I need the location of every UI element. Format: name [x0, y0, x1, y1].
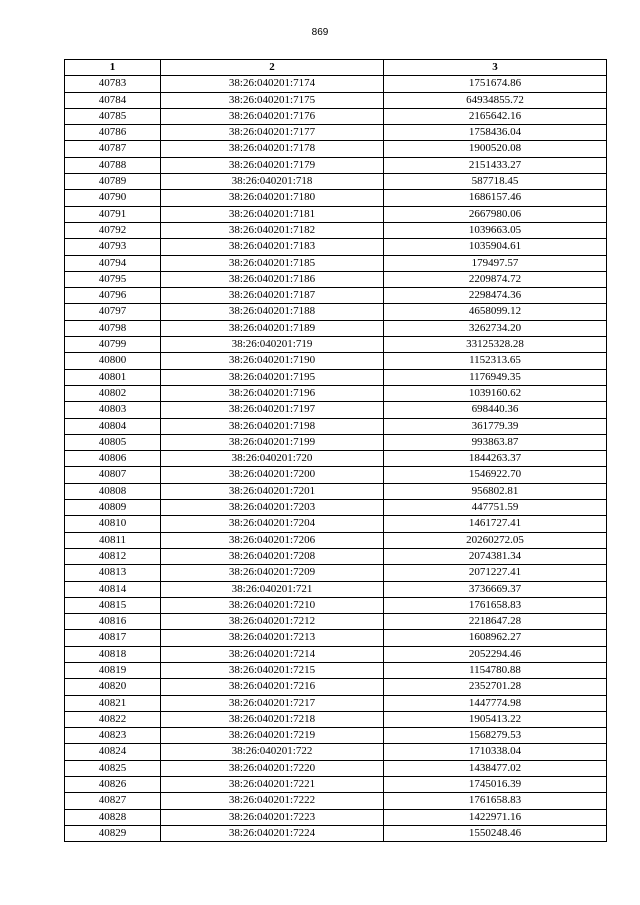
- value-cell: 2071227.41: [384, 565, 607, 581]
- table-row: [65, 174, 607, 190]
- table-row: [65, 679, 607, 695]
- table-row: [65, 483, 607, 499]
- cadastral-number-cell: 38:26:040201:7206: [161, 532, 384, 548]
- row-number-cell: 40815: [65, 597, 161, 613]
- cadastral-number-cell: 38:26:040201:7181: [161, 206, 384, 222]
- row-number-cell: 40792: [65, 222, 161, 238]
- table-row: [65, 548, 607, 564]
- cadastral-number-cell: 38:26:040201:7198: [161, 418, 384, 434]
- cadastral-number-cell: 38:26:040201:7179: [161, 157, 384, 173]
- table-row: [65, 190, 607, 206]
- table-row: [65, 418, 607, 434]
- table-row: [65, 76, 607, 92]
- row-number-cell: 40789: [65, 174, 161, 190]
- table-row: [65, 614, 607, 630]
- cadastral-number-cell: 38:26:040201:7204: [161, 516, 384, 532]
- cadastral-number-cell: 38:26:040201:7190: [161, 353, 384, 369]
- row-number-cell: 40828: [65, 809, 161, 825]
- row-number-cell: 40796: [65, 288, 161, 304]
- value-cell: 1710338.04: [384, 744, 607, 760]
- value-cell: 1422971.16: [384, 809, 607, 825]
- row-number-cell: 40826: [65, 777, 161, 793]
- table-row: [65, 467, 607, 483]
- row-number-cell: 40808: [65, 483, 161, 499]
- value-cell: 993863.87: [384, 434, 607, 450]
- table-row: [65, 630, 607, 646]
- row-number-cell: 40801: [65, 369, 161, 385]
- value-cell: 1176949.35: [384, 369, 607, 385]
- row-number-cell: 40810: [65, 516, 161, 532]
- table-row: [65, 760, 607, 776]
- table-header-row: [65, 60, 607, 76]
- value-cell: 1438477.02: [384, 760, 607, 776]
- table-row: [65, 353, 607, 369]
- cadastral-number-cell: 38:26:040201:7208: [161, 548, 384, 564]
- cadastral-number-cell: 38:26:040201:7218: [161, 711, 384, 727]
- cadastral-number-cell: 38:26:040201:7182: [161, 222, 384, 238]
- cadastral-number-cell: 38:26:040201:7212: [161, 614, 384, 630]
- table-row: [65, 402, 607, 418]
- value-cell: 3736669.37: [384, 581, 607, 597]
- value-cell: 1900520.08: [384, 141, 607, 157]
- row-number-cell: 40816: [65, 614, 161, 630]
- column-header-2: 2: [161, 60, 384, 76]
- cadastral-number-cell: 38:26:040201:7186: [161, 271, 384, 287]
- value-cell: 2052294.46: [384, 646, 607, 662]
- table-row: [65, 337, 607, 353]
- value-cell: 956802.81: [384, 483, 607, 499]
- table-row: [65, 369, 607, 385]
- value-cell: 1039663.05: [384, 222, 607, 238]
- cadastral-number-cell: 38:26:040201:7223: [161, 809, 384, 825]
- cadastral-number-cell: 38:26:040201:7200: [161, 467, 384, 483]
- cadastral-number-cell: 38:26:040201:7221: [161, 777, 384, 793]
- row-number-cell: 40805: [65, 434, 161, 450]
- value-cell: 1761658.83: [384, 793, 607, 809]
- value-cell: 1550248.46: [384, 825, 607, 841]
- row-number-cell: 40802: [65, 385, 161, 401]
- table-body: [65, 76, 607, 842]
- cadastral-number-cell: 38:26:040201:7189: [161, 320, 384, 336]
- row-number-cell: 40785: [65, 108, 161, 124]
- table-row: [65, 385, 607, 401]
- row-number-cell: 40803: [65, 402, 161, 418]
- value-cell: 447751.59: [384, 500, 607, 516]
- row-number-cell: 40786: [65, 125, 161, 141]
- row-number-cell: 40787: [65, 141, 161, 157]
- table-row: [65, 304, 607, 320]
- cadastral-number-cell: 38:26:040201:7176: [161, 108, 384, 124]
- value-cell: 179497.57: [384, 255, 607, 271]
- table-row: [65, 206, 607, 222]
- value-cell: 1447774.98: [384, 695, 607, 711]
- row-number-cell: 40800: [65, 353, 161, 369]
- cadastral-number-cell: 38:26:040201:7224: [161, 825, 384, 841]
- table-row: [65, 239, 607, 255]
- table-row: [65, 451, 607, 467]
- table-row: [65, 108, 607, 124]
- value-cell: 2352701.28: [384, 679, 607, 695]
- cadastral-number-cell: 38:26:040201:7183: [161, 239, 384, 255]
- row-number-cell: 40818: [65, 646, 161, 662]
- data-table: [64, 59, 607, 842]
- cadastral-number-cell: 38:26:040201:7187: [161, 288, 384, 304]
- cadastral-number-cell: 38:26:040201:7222: [161, 793, 384, 809]
- value-cell: 1461727.41: [384, 516, 607, 532]
- row-number-cell: 40807: [65, 467, 161, 483]
- row-number-cell: 40799: [65, 337, 161, 353]
- cadastral-number-cell: 38:26:040201:7214: [161, 646, 384, 662]
- table-row: [65, 777, 607, 793]
- cadastral-number-cell: 38:26:040201:7174: [161, 76, 384, 92]
- table-row: [65, 744, 607, 760]
- value-cell: 2165642.16: [384, 108, 607, 124]
- cadastral-number-cell: 38:26:040201:718: [161, 174, 384, 190]
- cadastral-number-cell: 38:26:040201:7217: [161, 695, 384, 711]
- table-row: [65, 597, 607, 613]
- table-row: [65, 565, 607, 581]
- cadastral-number-cell: 38:26:040201:7196: [161, 385, 384, 401]
- row-number-cell: 40827: [65, 793, 161, 809]
- table-row: [65, 532, 607, 548]
- table-row: [65, 157, 607, 173]
- cadastral-number-cell: 38:26:040201:7210: [161, 597, 384, 613]
- value-cell: 1761658.83: [384, 597, 607, 613]
- row-number-cell: 40783: [65, 76, 161, 92]
- cadastral-number-cell: 38:26:040201:7213: [161, 630, 384, 646]
- cadastral-number-cell: 38:26:040201:7197: [161, 402, 384, 418]
- row-number-cell: 40809: [65, 500, 161, 516]
- row-number-cell: 40798: [65, 320, 161, 336]
- table-row: [65, 500, 607, 516]
- cadastral-number-cell: 38:26:040201:7220: [161, 760, 384, 776]
- cadastral-number-cell: 38:26:040201:7180: [161, 190, 384, 206]
- cadastral-number-cell: 38:26:040201:7216: [161, 679, 384, 695]
- value-cell: 2218647.28: [384, 614, 607, 630]
- value-cell: 1608962.27: [384, 630, 607, 646]
- value-cell: 2667980.06: [384, 206, 607, 222]
- cadastral-number-cell: 38:26:040201:7215: [161, 662, 384, 678]
- table-row: [65, 255, 607, 271]
- row-number-cell: 40788: [65, 157, 161, 173]
- value-cell: 3262734.20: [384, 320, 607, 336]
- table-row: [65, 125, 607, 141]
- cadastral-number-cell: 38:26:040201:7175: [161, 92, 384, 108]
- row-number-cell: 40822: [65, 711, 161, 727]
- cadastral-number-cell: 38:26:040201:7201: [161, 483, 384, 499]
- value-cell: 4658099.12: [384, 304, 607, 320]
- table-row: [65, 646, 607, 662]
- value-cell: 1039160.62: [384, 385, 607, 401]
- table-row: [65, 728, 607, 744]
- column-header-1: 1: [65, 60, 161, 76]
- row-number-cell: 40819: [65, 662, 161, 678]
- table-row: [65, 434, 607, 450]
- row-number-cell: 40825: [65, 760, 161, 776]
- cadastral-number-cell: 38:26:040201:7199: [161, 434, 384, 450]
- table-row: [65, 222, 607, 238]
- value-cell: 2074381.34: [384, 548, 607, 564]
- value-cell: 1686157.46: [384, 190, 607, 206]
- row-number-cell: 40797: [65, 304, 161, 320]
- table-row: [65, 141, 607, 157]
- table-row: [65, 711, 607, 727]
- cadastral-number-cell: 38:26:040201:7219: [161, 728, 384, 744]
- row-number-cell: 40791: [65, 206, 161, 222]
- value-cell: 1751674.86: [384, 76, 607, 92]
- table-row: [65, 320, 607, 336]
- cadastral-number-cell: 38:26:040201:719: [161, 337, 384, 353]
- row-number-cell: 40812: [65, 548, 161, 564]
- value-cell: 33125328.28: [384, 337, 607, 353]
- cadastral-number-cell: 38:26:040201:7178: [161, 141, 384, 157]
- row-number-cell: 40804: [65, 418, 161, 434]
- cadastral-number-cell: 38:26:040201:7195: [161, 369, 384, 385]
- row-number-cell: 40806: [65, 451, 161, 467]
- value-cell: 1152313.65: [384, 353, 607, 369]
- table-row: [65, 695, 607, 711]
- cadastral-number-cell: 38:26:040201:7203: [161, 500, 384, 516]
- value-cell: 361779.39: [384, 418, 607, 434]
- value-cell: 698440.36: [384, 402, 607, 418]
- column-header-3: 3: [384, 60, 607, 76]
- cadastral-number-cell: 38:26:040201:722: [161, 744, 384, 760]
- row-number-cell: 40813: [65, 565, 161, 581]
- cadastral-number-cell: 38:26:040201:7209: [161, 565, 384, 581]
- table-row: [65, 288, 607, 304]
- row-number-cell: 40817: [65, 630, 161, 646]
- value-cell: 2151433.27: [384, 157, 607, 173]
- value-cell: 20260272.05: [384, 532, 607, 548]
- value-cell: 1568279.53: [384, 728, 607, 744]
- row-number-cell: 40821: [65, 695, 161, 711]
- table-row: [65, 662, 607, 678]
- value-cell: 1745016.39: [384, 777, 607, 793]
- value-cell: 1758436.04: [384, 125, 607, 141]
- table-row: [65, 92, 607, 108]
- value-cell: 587718.45: [384, 174, 607, 190]
- value-cell: 2209874.72: [384, 271, 607, 287]
- row-number-cell: 40795: [65, 271, 161, 287]
- value-cell: 64934855.72: [384, 92, 607, 108]
- cadastral-number-cell: 38:26:040201:7185: [161, 255, 384, 271]
- table-row: [65, 809, 607, 825]
- row-number-cell: 40823: [65, 728, 161, 744]
- row-number-cell: 40811: [65, 532, 161, 548]
- row-number-cell: 40790: [65, 190, 161, 206]
- value-cell: 1844263.37: [384, 451, 607, 467]
- value-cell: 1035904.61: [384, 239, 607, 255]
- table-row: [65, 793, 607, 809]
- cadastral-number-cell: 38:26:040201:7177: [161, 125, 384, 141]
- value-cell: 1154780.88: [384, 662, 607, 678]
- page-number: 869: [311, 27, 329, 38]
- row-number-cell: 40784: [65, 92, 161, 108]
- row-number-cell: 40829: [65, 825, 161, 841]
- row-number-cell: 40814: [65, 581, 161, 597]
- cadastral-number-cell: 38:26:040201:7188: [161, 304, 384, 320]
- value-cell: 1905413.22: [384, 711, 607, 727]
- table-row: [65, 516, 607, 532]
- value-cell: 2298474.36: [384, 288, 607, 304]
- table-row: [65, 581, 607, 597]
- table-row: [65, 271, 607, 287]
- row-number-cell: 40820: [65, 679, 161, 695]
- row-number-cell: 40824: [65, 744, 161, 760]
- row-number-cell: 40793: [65, 239, 161, 255]
- table-row: [65, 825, 607, 841]
- value-cell: 1546922.70: [384, 467, 607, 483]
- cadastral-number-cell: 38:26:040201:721: [161, 581, 384, 597]
- row-number-cell: 40794: [65, 255, 161, 271]
- cadastral-number-cell: 38:26:040201:720: [161, 451, 384, 467]
